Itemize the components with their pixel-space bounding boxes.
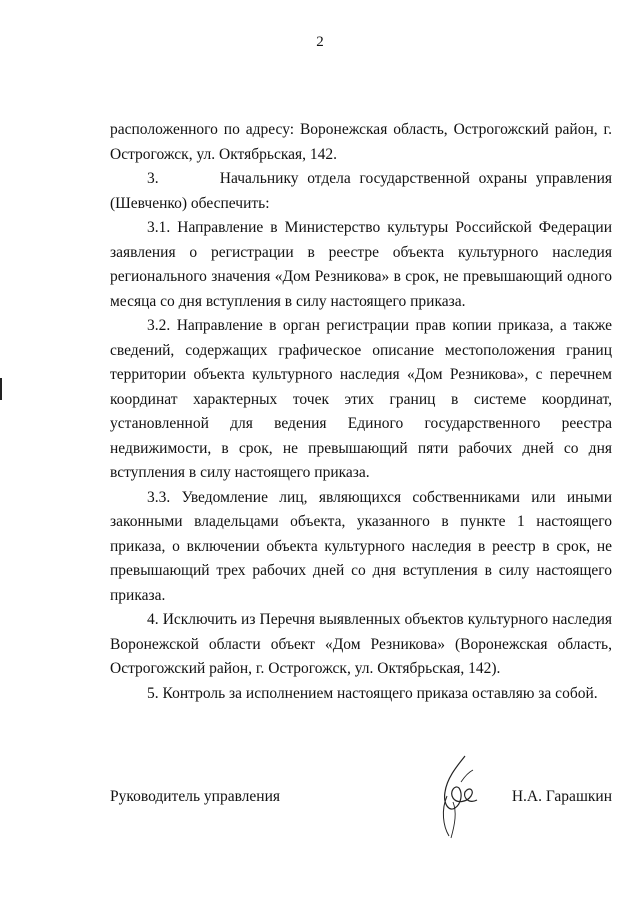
paragraph-item-3: 3. Начальнику отдела государственной охраны управления (Шевченко) обеспечить: xyxy=(110,170,612,212)
margin-mark xyxy=(0,378,2,400)
paragraph-item-3-2: 3.2. Направление в орган регистрации прав копии приказа, а также сведений, содержащих графическое описание местоположения границ территории объекта культурного наследия «Дом Резникова», с перечнем координат характерных точек этих границ в системе координат, установленной для ведения Единого государственного реестра недвижимости, в срок, не превышающий пяти рабочих дней со дня вступления в силу настоящего приказа. xyxy=(110,317,612,481)
paragraph-item-3-3: 3.3. Уведомление лиц, являющихся собственниками или иными законными владельцами объекта, указанного в пункте 1 настоящего приказа, о включении объекта культурного наследия в реестр в срок, не превышающий трех рабочих дней со дня вступления в силу настоящего приказа. xyxy=(110,488,612,604)
handwritten-signature xyxy=(435,752,485,844)
signature-block xyxy=(110,788,612,848)
paragraph-address-continuation: расположенного по адресу: Воронежская область, Острогожский район, г. Острогожск, ул. Октябрьская, 142. xyxy=(110,121,612,163)
paragraph-item-3-1: 3.1. Направление в Министерство культуры Российской Федерации заявления о регистрации в реестре объекта культурного наследия регионального значения «Дом Резникова» в срок, не превышающий одного месяца со дня вступления в силу настоящего приказа. xyxy=(110,219,612,310)
page-number: 2 xyxy=(316,34,324,50)
paragraph-item-4: 4. Исключить из Перечня выявленных объектов культурного наследия Воронежской области объект «Дом Резникова» (Воронежская область, Острогожский район, г. Острогожск, ул. Октябрьская, 142). xyxy=(110,611,612,677)
paragraph-item-5: 5. Контроль за исполнением настоящего приказа оставляю за собой. xyxy=(147,684,598,702)
document-body xyxy=(110,118,612,706)
signatory-title: Руководитель управления xyxy=(110,788,281,805)
signatory-name: Н.А. Гарашкин xyxy=(511,788,612,805)
